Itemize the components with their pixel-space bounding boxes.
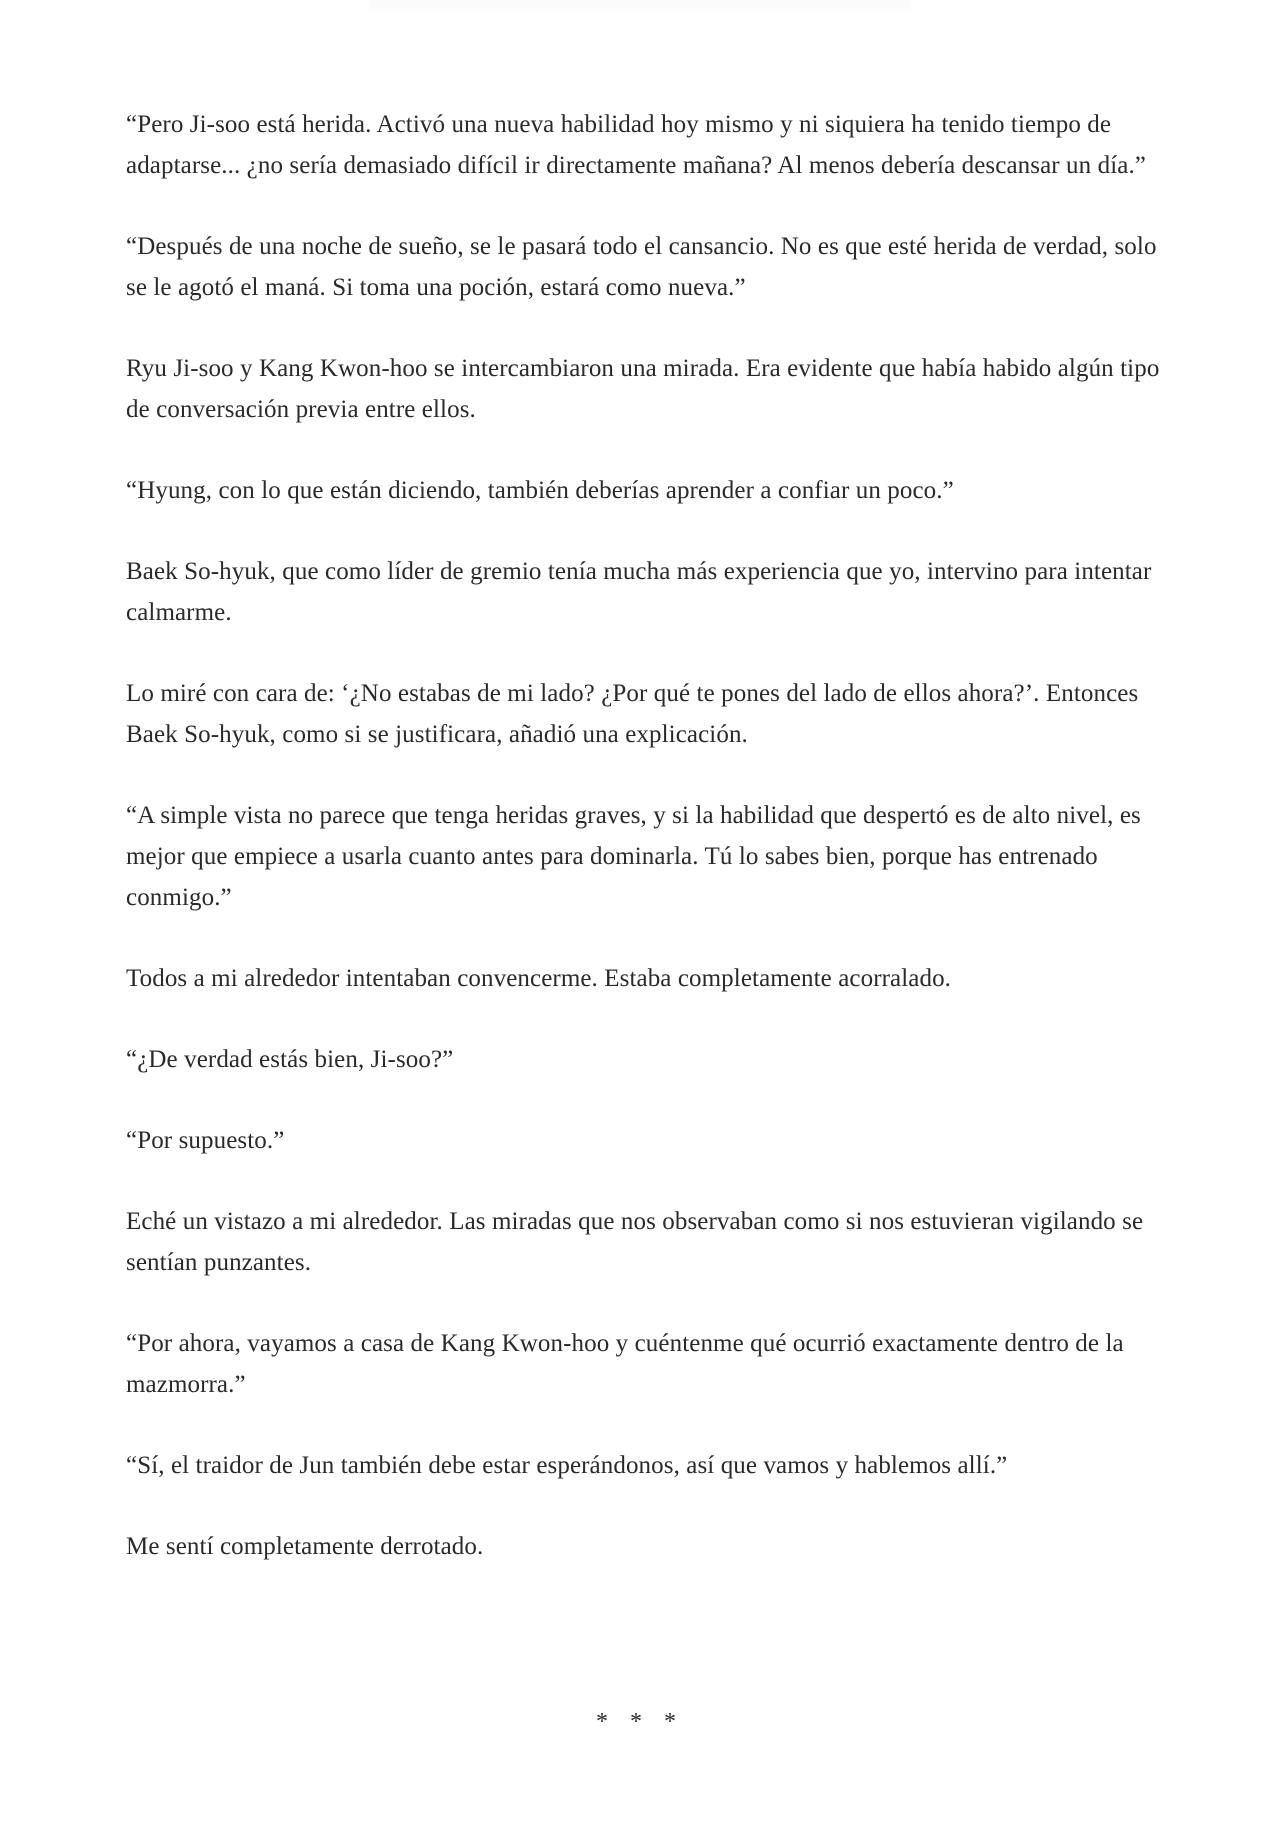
paragraph: Me sentí completamente derrotado. — [126, 1533, 484, 1560]
top-edge-bar — [370, 0, 910, 8]
paragraph: Lo miré con cara de: ‘¿No estabas de mi lado? ¿Por qué te pones del lado de ellos ahora?’. Entonces Baek So-hyuk, como si se justificara, añadió una explicación. — [126, 680, 1139, 748]
paragraph: “Por supuesto.” — [126, 1127, 285, 1154]
paragraph: Eché un vistazo a mi alrededor. Las miradas que nos observaban como si nos estuvieran vigilando se sentían punzantes. — [126, 1208, 1144, 1276]
section-separator: * * * — [596, 1709, 684, 1735]
paragraph: “¿De verdad estás bien, Ji-soo?” — [126, 1046, 454, 1073]
paragraph: “Pero Ji-soo está herida. Activó una nueva habilidad hoy mismo y ni siquiera ha tenido tiempo de adaptarse... ¿no sería demasiado difícil ir directamente mañana? Al menos debería descansar un día.” — [126, 111, 1146, 179]
paragraph: Ryu Ji-soo y Kang Kwon-hoo se intercambiaron una mirada. Era evidente que había habido algún tipo de conversación previa entre ellos. — [126, 355, 1160, 423]
paragraph: “Sí, el traidor de Jun también debe estar esperándonos, así que vamos y hablemos allí.” — [126, 1452, 1008, 1479]
paragraph: Todos a mi alrededor intentaban convencerme. Estaba completamente acorralado. — [126, 965, 952, 992]
paragraph: Baek So-hyuk, que como líder de gremio tenía mucha más experiencia que yo, intervino para intentar calmarme. — [126, 558, 1152, 626]
paragraph: “Hyung, con lo que están diciendo, también deberías aprender a confiar un poco.” — [126, 477, 954, 504]
paragraph: “A simple vista no parece que tenga heridas graves, y si la habilidad que despertó es de alto nivel, es mejor que empiece a usarla cuanto antes para dominarla. Tú lo sabes bien, porque has entrenado conmigo.” — [126, 802, 1141, 911]
document-body — [126, 104, 1166, 1607]
paragraph: “Después de una noche de sueño, se le pasará todo el cansancio. No es que esté herida de verdad, solo se le agotó el maná. Si toma una poción, estará como nueva.” — [126, 233, 1157, 301]
paragraph: “Por ahora, vayamos a casa de Kang Kwon-hoo y cuéntenme qué ocurrió exactamente dentro de la mazmorra.” — [126, 1330, 1124, 1398]
